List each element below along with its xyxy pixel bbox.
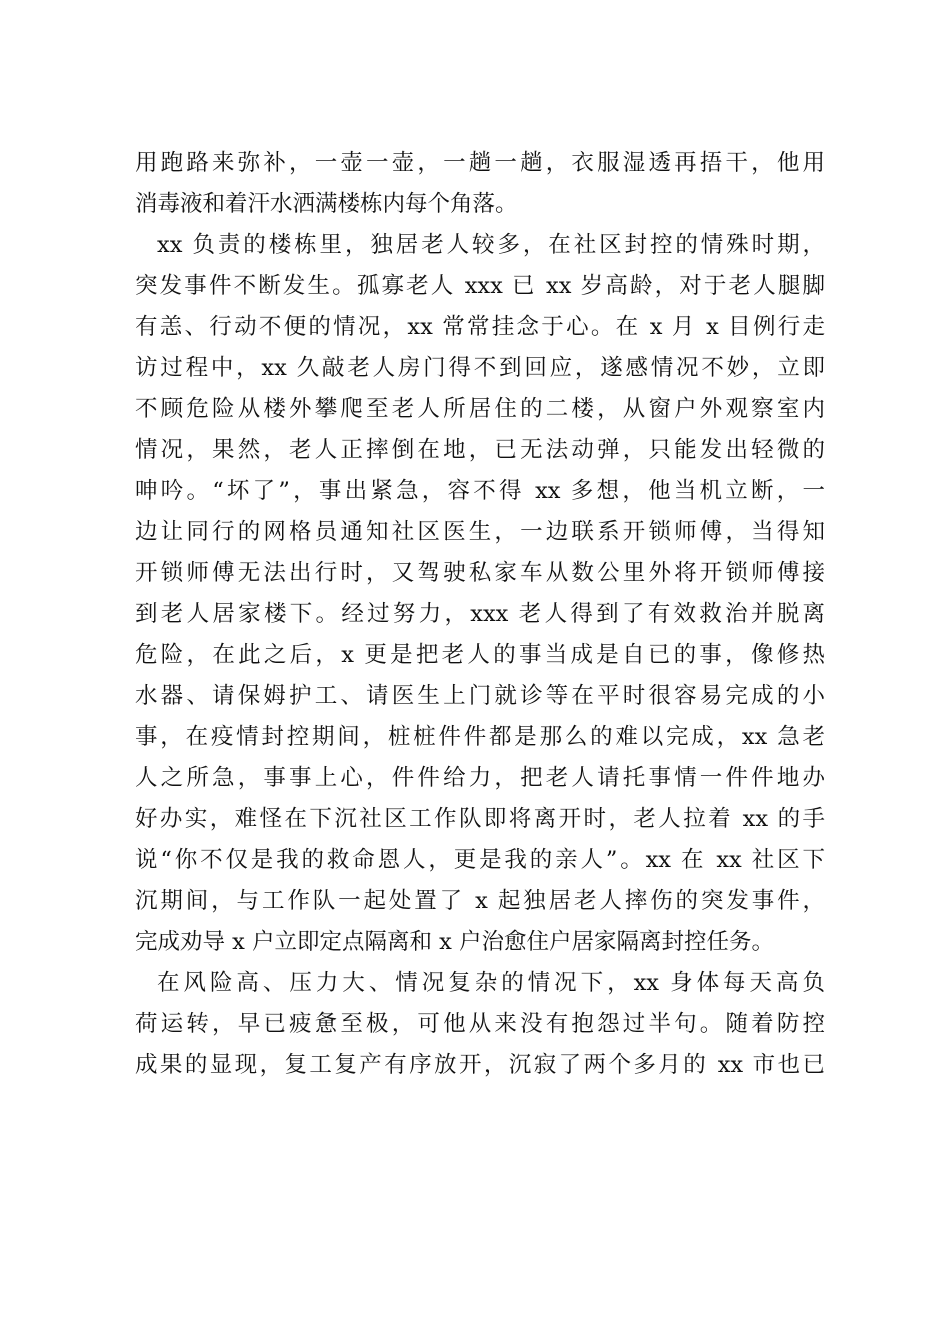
text-line: 说“你不仅是我的救命恩人，更是我的亲人”。xx 在 xx 社区下	[135, 847, 825, 873]
text-line: 好办实，难怪在下沉社区工作队即将离开时，老人拉着 xx 的手	[135, 806, 825, 832]
text-line: 呻吟。“坏了”，事出紧急，容不得 xx 多想，他当机立断，一	[135, 478, 825, 504]
text-line: 水器、请保姆护工、请医生上门就诊等在平时很容易完成的小	[135, 683, 825, 709]
text-line: 荷运转，早已疲惫至极，可他从来没有抱怨过半句。随着防控	[135, 1011, 825, 1037]
text-line: 沉期间，与工作队一起处置了 x 起独居老人摔伤的突发事件，	[135, 888, 825, 914]
text-line: 成果的显现，复工复产有序放开，沉寂了两个多月的 xx 市也已	[135, 1052, 825, 1078]
text-line: 人之所急，事事上心，件件给力，把老人请托事情一件件地办	[135, 765, 825, 791]
paragraph-start-line: xx 负责的楼栋里，独居老人较多，在社区封控的情殊时期，	[157, 232, 825, 258]
text-line: 有恙、行动不便的情况，xx 常常挂念于心。在 x 月 x 目例行走	[135, 314, 825, 340]
text-line: 完成劝导 x 户立即定点隔离和 x 户治愈住户居家隔离封控任务。	[135, 929, 774, 955]
text-line: 危险，在此之后，x 更是把老人的事当成是自已的事，像修热	[135, 642, 825, 668]
text-line: 边让同行的网格员通知社区医生，一边联系开锁师傅，当得知	[135, 519, 825, 545]
text-line: 突发事件不断发生。孤寡老人 xxx 已 xx 岁高龄，对于老人腿脚	[135, 273, 825, 299]
text-line: 事，在疫情封控期间，桩桩件件都是那么的难以完成，xx 急老	[135, 724, 825, 750]
text-line: 情况，果然，老人正摔倒在地，已无法动弹，只能发出轻微的	[135, 437, 825, 463]
text-line: 开锁师傅无法出行时，又驾驶私家车从数公里外将开锁师傅接	[135, 560, 825, 586]
paragraph-start-line: 在风险高、压力大、情况复杂的情况下，xx 身体每天高负	[157, 970, 825, 996]
document-body	[135, 143, 825, 1086]
text-line: 用跑路来弥补，一壶一壶，一趟一趟，衣服湿透再捂干，他用	[135, 150, 825, 176]
text-line: 消毒液和着汗水洒满楼栋内每个角落。	[135, 191, 518, 217]
text-line: 到老人居家楼下。经过努力，xxx 老人得到了有效救治并脱离	[135, 601, 825, 627]
text-line: 不顾危险从楼外攀爬至老人所居住的二楼，从窗户外观察室内	[135, 396, 825, 422]
text-line: 访过程中，xx 久敲老人房门得不到回应，遂感情况不妙，立即	[135, 355, 825, 381]
